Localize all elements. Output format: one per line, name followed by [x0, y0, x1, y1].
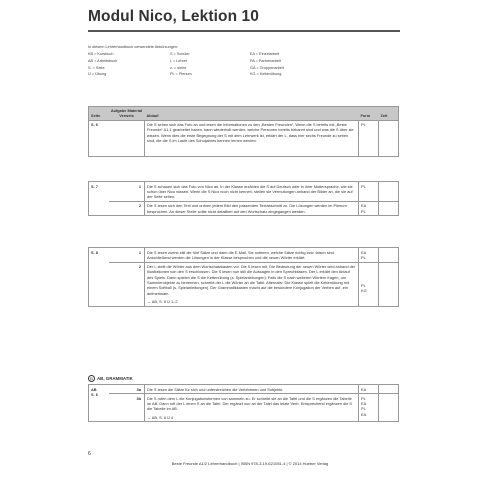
workbook-reference: → AB, S. 6 Ü 4 [147, 414, 174, 420]
page-number: 6 [88, 451, 91, 457]
table-row [89, 182, 399, 202]
page-footer: Beste Freunde A1/2 Lehrerhandbuch | ISBN 978-3-19-621051-4 | © 2014 Hueber Verlag [171, 461, 329, 466]
table-header [89, 107, 399, 121]
row-aufgabe: 1 [138, 249, 141, 255]
row-seite: S. 6 [89, 120, 109, 156]
lesson-table-s7 [88, 181, 399, 216]
row-aufgabe: 2 [109, 262, 145, 306]
abbreviation-item: KG = Kettenübung [250, 72, 282, 77]
row-ablauf: Die S lesen zuerst still die fünf Sätze und dann die E-Mail. Sie notieren, welche Sätze richtig bzw. falsch sind. Anschließend werden die Lösungen in der Klasse besprochen und die neuen Wörter erklärt. [145, 248, 359, 263]
abbreviations-intro: In diesem Lehrerhandbuch verwendete Abkürzungen: [88, 45, 179, 49]
header-ablauf: Ablauf [145, 107, 359, 121]
table-row [89, 120, 399, 156]
row-aufgabe [109, 120, 145, 156]
header-form: Form [359, 107, 379, 121]
table-row [89, 201, 399, 216]
task-text: Die S rufen dem L die Konjugationsformen von sammeln zu. Er schreibt sie an die Tafel und die S ergänzen die Tabelle im AB. Dann ruft der L einen S an die Tafel. Der ergänzt nun an der Tafel das letzte Verb. Entsprechend ergänzen die S die Tabelle im AB. [147, 395, 352, 412]
row-zeit [379, 385, 399, 394]
abbreviation-item: PL = Plenum [170, 72, 192, 77]
row-form: EA PL [359, 248, 379, 263]
table-row [89, 262, 399, 306]
row-ablauf: Die S lesen die Sätze für sich und unterstreichen die Verbformen und Subjekte. [145, 385, 359, 394]
section-header-ab-grammatik [88, 375, 133, 382]
circle-b-icon: B [88, 375, 95, 382]
abbreviation-item: z. = siehe [170, 65, 187, 70]
abbreviation-item: S = Schüler [170, 52, 190, 56]
row-form: PL [359, 182, 379, 202]
header-aufgabe: Aufgabe Material Verweis [109, 107, 145, 121]
abbreviation-item: PA = Partnerarbeit [250, 58, 281, 63]
row-ablauf: Die S lesen sich den Text und ordnen jedem Bild den passenden Textabschnitt zu. Die Lösungen werden im Plenum besprochen. An dieser Stelle sollte nicht detailliert auf den Wortschatz eingegangen werden. [145, 201, 359, 216]
row-aufgabe: 3b [109, 394, 145, 422]
abbreviation-item: KB = Kursbuch [88, 52, 114, 56]
abbreviation-item: S. = Seite [88, 65, 105, 70]
abbreviation-item: EA = Einzelarbeit [250, 52, 280, 56]
abbreviation-item: GA = Gruppenarbeit [250, 65, 284, 70]
row-zeit [379, 248, 399, 263]
row-zeit [379, 394, 399, 422]
page-title: Modul Nico, Lektion 10 [88, 8, 259, 25]
table-row [89, 385, 399, 394]
row-aufgabe: 2 [109, 201, 145, 216]
row-seite: S. 7 [91, 183, 98, 189]
row-ablauf: Die S schauen sich das Foto von Nico an. In der Klasse erzählen die S auf Deutsch oder in ihrer Muttersprache, wie sie schon über Nico wissen. Wenn die S Nico noch nicht kennen, stellen sie Vermutungen anhand der Bilder an, die sie auf der Seite sehen. [145, 182, 359, 202]
row-seite: AB S. 6 [91, 386, 98, 397]
row-ablauf: Die S sehen sich das Foto an und lesen die Informationen zu den „Besten Freunden“. Wenn die S bereits mit „Beste Freunde“ A1.1 gearbeitet haben, kann wiederholt werden, welche Personen bereits bekannt sind und was die S über sie wissen. Wenn dies die erste Begegnung der S mit dem Lehrwerk ist, erklärt der L, dass hier sechs Freunde zu sehen sind, die die S im Laufe des Schuljahres kennen lernen werden. [145, 120, 359, 156]
task-text: Der L stellt die Wörter aus dem Wortschatzkasten vor. Die S lesen mit. Die Bedeutung der neuen Wörter wird anhand der Illustrationen von den S erschlossen. Die S lesen nun still die Aussagen in den Sprechblasen. Der L erklärt den Ablauf des Spiels. Dann spielen die S die Kettenübung (s. Spielanleitungen). Falls die S nach weiteren Wörtern fragen, um Sammlerobjekte zu benennen, schreibt der L die Wörter an die Tafel. Alternativ: Die Klasse spielt die Kettenübung mit einem Softball (s. Spielanleitungen). Der Grammatikkasten macht auf die besondere Konjugation der Verben auf -eln aufmerksam. [147, 264, 356, 296]
title-rule [88, 30, 400, 32]
row-form: PL EA PL EA [359, 394, 379, 422]
row-form: PL [359, 120, 379, 156]
row-zeit [379, 201, 399, 216]
row-zeit [379, 182, 399, 202]
row-form: EA [359, 385, 379, 394]
header-seite: Seite [89, 107, 109, 121]
section-label: AB, GRAMMATIK [97, 376, 133, 381]
abbreviation-item: L = Lehrer [170, 58, 188, 63]
header-zeit: Zeit [379, 107, 399, 121]
row-aufgabe: 1 [138, 183, 141, 189]
table-row [89, 248, 399, 263]
abbreviation-item: Ü = Übung [88, 72, 107, 77]
row-seite: S. 8 [91, 249, 98, 255]
row-zeit [379, 262, 399, 306]
abbreviation-item: AB = Arbeitsbuch [88, 58, 118, 63]
workbook-reference: → AB, S. 6 Ü 1–2 [147, 298, 178, 304]
row-form: PL KG [359, 262, 379, 306]
row-zeit [379, 120, 399, 156]
lesson-table-s8 [88, 247, 399, 307]
row-ablauf [145, 394, 359, 422]
row-aufgabe: 3a [136, 386, 141, 392]
abbreviations-list [88, 52, 388, 77]
lesson-table-ab [88, 384, 399, 422]
table-row [89, 394, 399, 422]
lesson-table-intro [88, 106, 399, 157]
row-ablauf [145, 262, 359, 306]
row-form: EA PL [359, 201, 379, 216]
